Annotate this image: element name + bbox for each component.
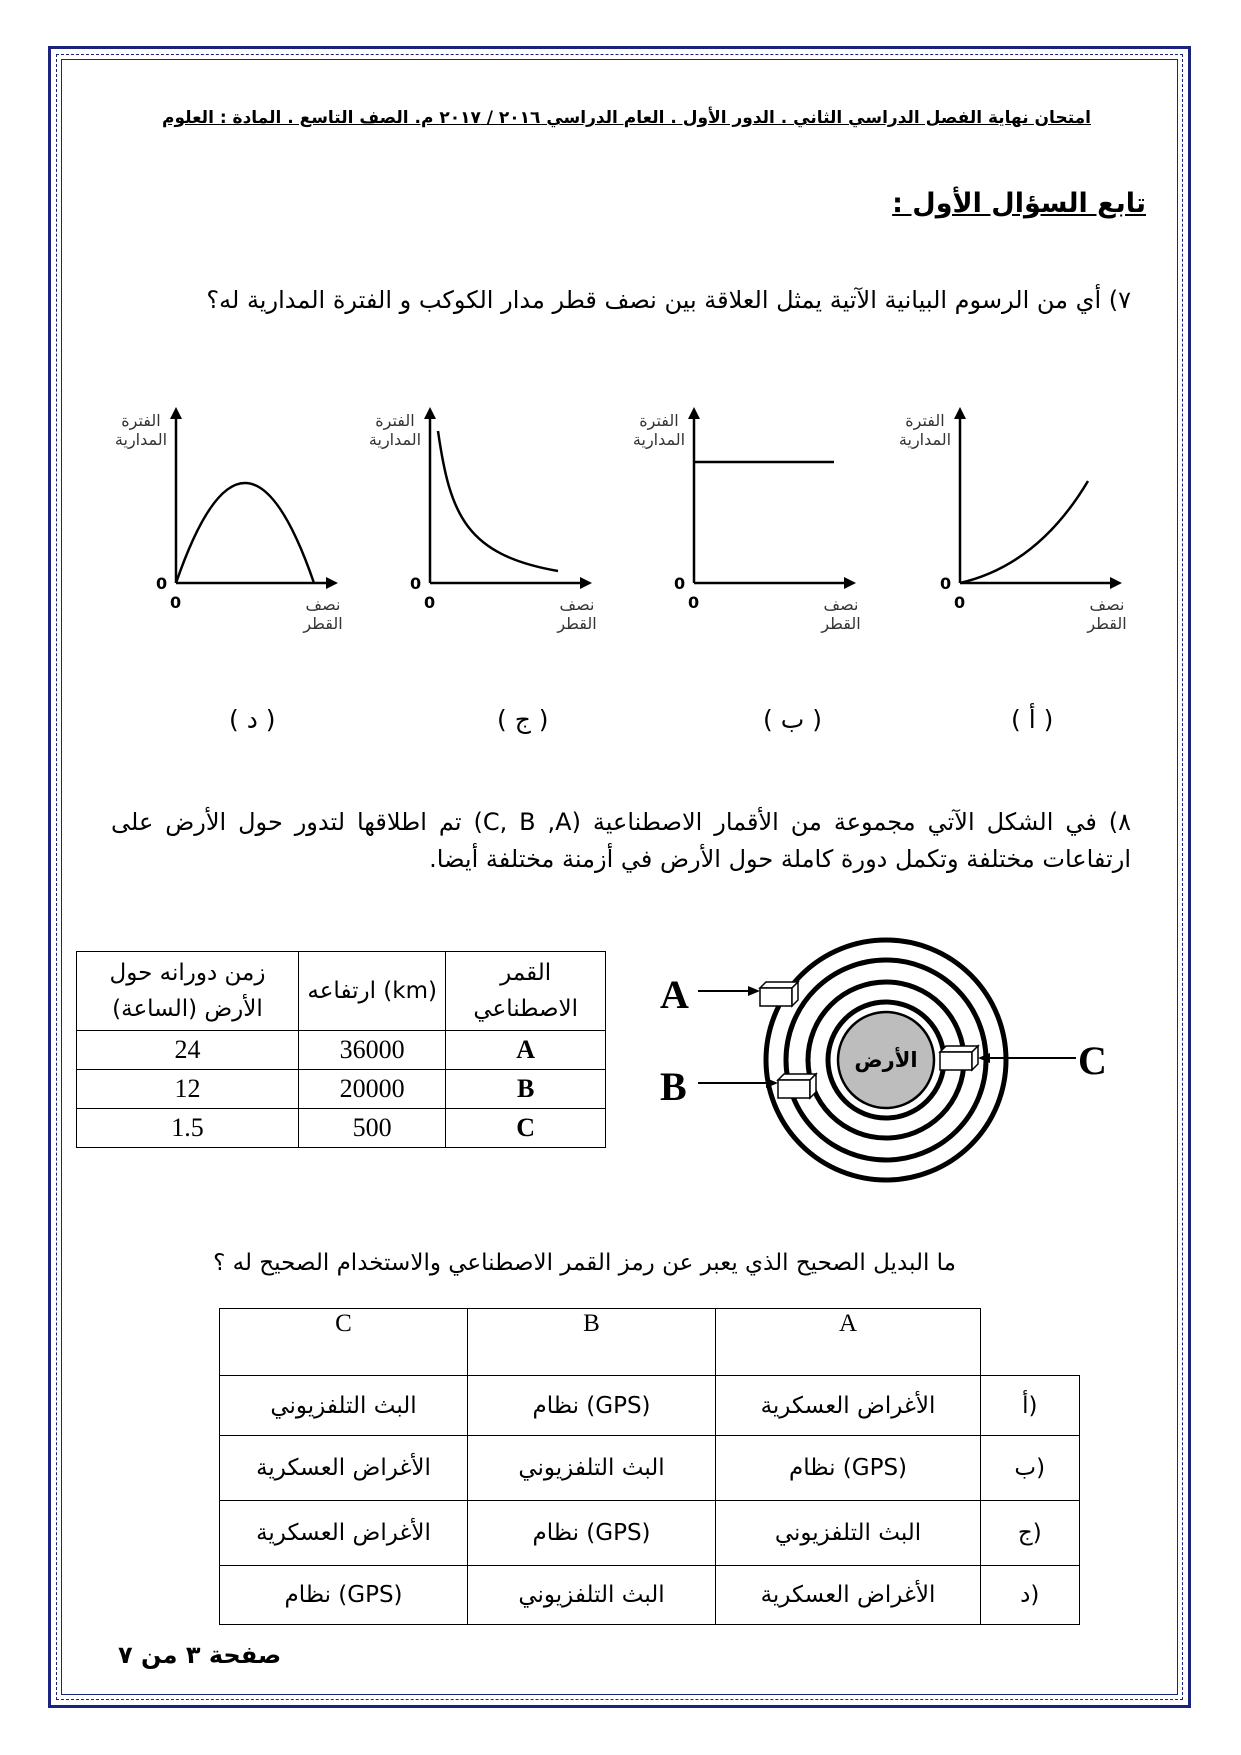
table-row [77,1070,606,1109]
question-7-text: ٧) أي من الرسوم البيانية الآتية يمثل العلاقة بين نصف قطر مدار الكوكب و الفترة المدارية له؟ [206,286,1131,314]
option-row[interactable] [220,1436,1080,1501]
options-table [219,1308,1080,1625]
satellite-b [778,1074,816,1098]
origin-label-y: 0 [156,574,168,593]
label-b: B [660,1064,687,1109]
graph-a-label: ( أ ) [1011,705,1054,734]
satellite-a [760,982,798,1006]
origin-label-y: 0 [674,574,686,593]
period-cell: 12 [77,1070,299,1109]
option-cell-b: نظام (GPS) [468,1501,716,1566]
option-cell-a: الأغراض العسكرية [716,1376,981,1436]
option-cell-b: البث التلفزيوني [468,1566,716,1625]
altitude-cell: 20000 [298,1070,445,1109]
option-label: ب) [981,1436,1080,1501]
period-cell: 24 [77,1031,299,1070]
option-cell-c: الأغراض العسكرية [220,1436,468,1501]
option-cell-a: الأغراض العسكرية [716,1566,981,1625]
x-axis-label: نصف القطر [821,595,861,633]
table-row [77,1109,606,1148]
option-label: د) [981,1566,1080,1625]
header-c: C [220,1309,468,1376]
header-period: زمن دورانه حول الأرض (الساعة) [77,952,299,1031]
option-cell-c: الأغراض العسكرية [220,1501,468,1566]
table-header-row [77,952,606,1031]
y-axis-label: الفترة المدارية [632,411,686,449]
y-axis-label: الفترة المدارية [368,411,422,449]
origin-label-x: 0 [688,593,700,612]
satellite-cell: A [446,1031,606,1070]
satellite-cell: C [446,1109,606,1148]
satellite-cell: B [446,1070,606,1109]
satellite-data-table [76,951,606,1148]
altitude-cell: 36000 [298,1031,445,1070]
option-label: ج) [981,1501,1080,1566]
header-altitude: ارتفاعه (km) [298,952,445,1031]
y-axis-label: الفترة المدارية [114,411,168,449]
origin-label-y: 0 [940,574,952,593]
options-header-row [220,1309,1080,1376]
option-cell-c: البث التلفزيوني [220,1376,468,1436]
x-axis-label: نصف القطر [303,595,343,633]
section-title: تابع السؤال الأول : [892,188,1146,219]
label-c: C [1078,1038,1107,1083]
option-cell-a: نظام (GPS) [716,1436,981,1501]
altitude-cell: 500 [298,1109,445,1148]
table-row [77,1031,606,1070]
graph-d-label: ( د ) [229,705,276,734]
header-a: A [716,1309,981,1376]
option-cell-b: نظام (GPS) [468,1376,716,1436]
option-row[interactable] [220,1501,1080,1566]
graph-c-label: ( ج ) [497,705,549,734]
x-axis-label: نصف القطر [1087,595,1127,633]
earth-label: الأرض [854,1048,918,1072]
origin-label-x: 0 [954,593,966,612]
exam-header: امتحان نهاية الفصل الدراسي الثاني . الدور الأول . العام الدراسي ٢٠١٦ / ٢٠١٧ م. الصف التاسع . المادة : العلوم [162,108,1091,128]
option-row[interactable] [220,1566,1080,1625]
option-cell-b: البث التلفزيوني [468,1436,716,1501]
graph-a [888,405,1138,645]
question-8-text: ٨) في الشكل الآتي مجموعة من الأقمار الاصطناعية (C, B ,A) تم اطلاقها لتدور حول الأرض على ارتفاعات مختلفة وتكمل دورة كاملة حول الأرض في أزمنة مختلفة أيضا. [111,808,1131,873]
origin-label-y: 0 [410,574,422,593]
question-8-subquestion: ما البديل الصحيح الذي يعبر عن رمز القمر الاصطناعي والاستخدام الصحيح له ؟ [213,1250,956,1276]
graph-c [358,405,608,645]
period-cell: 1.5 [77,1109,299,1148]
option-label: أ) [981,1376,1080,1436]
satellite-c [940,1046,978,1070]
origin-label-x: 0 [170,593,182,612]
origin-label-x: 0 [424,593,436,612]
graph-b-label: ( ب ) [763,705,822,734]
option-cell-a: البث التلفزيوني [716,1501,981,1566]
label-a: A [660,972,689,1017]
option-cell-c: نظام (GPS) [220,1566,468,1625]
graph-d [104,405,354,645]
graph-b [622,405,872,645]
option-row[interactable] [220,1376,1080,1436]
header-empty [981,1309,1080,1376]
header-b: B [468,1309,716,1376]
x-axis-label: نصف القطر [557,595,597,633]
header-satellite: القمر الاصطناعي [446,952,606,1031]
page-number: صفحة ٣ من ٧ [118,1641,282,1669]
orbit-diagram [650,930,1130,1200]
y-axis-label: الفترة المدارية [898,411,952,449]
